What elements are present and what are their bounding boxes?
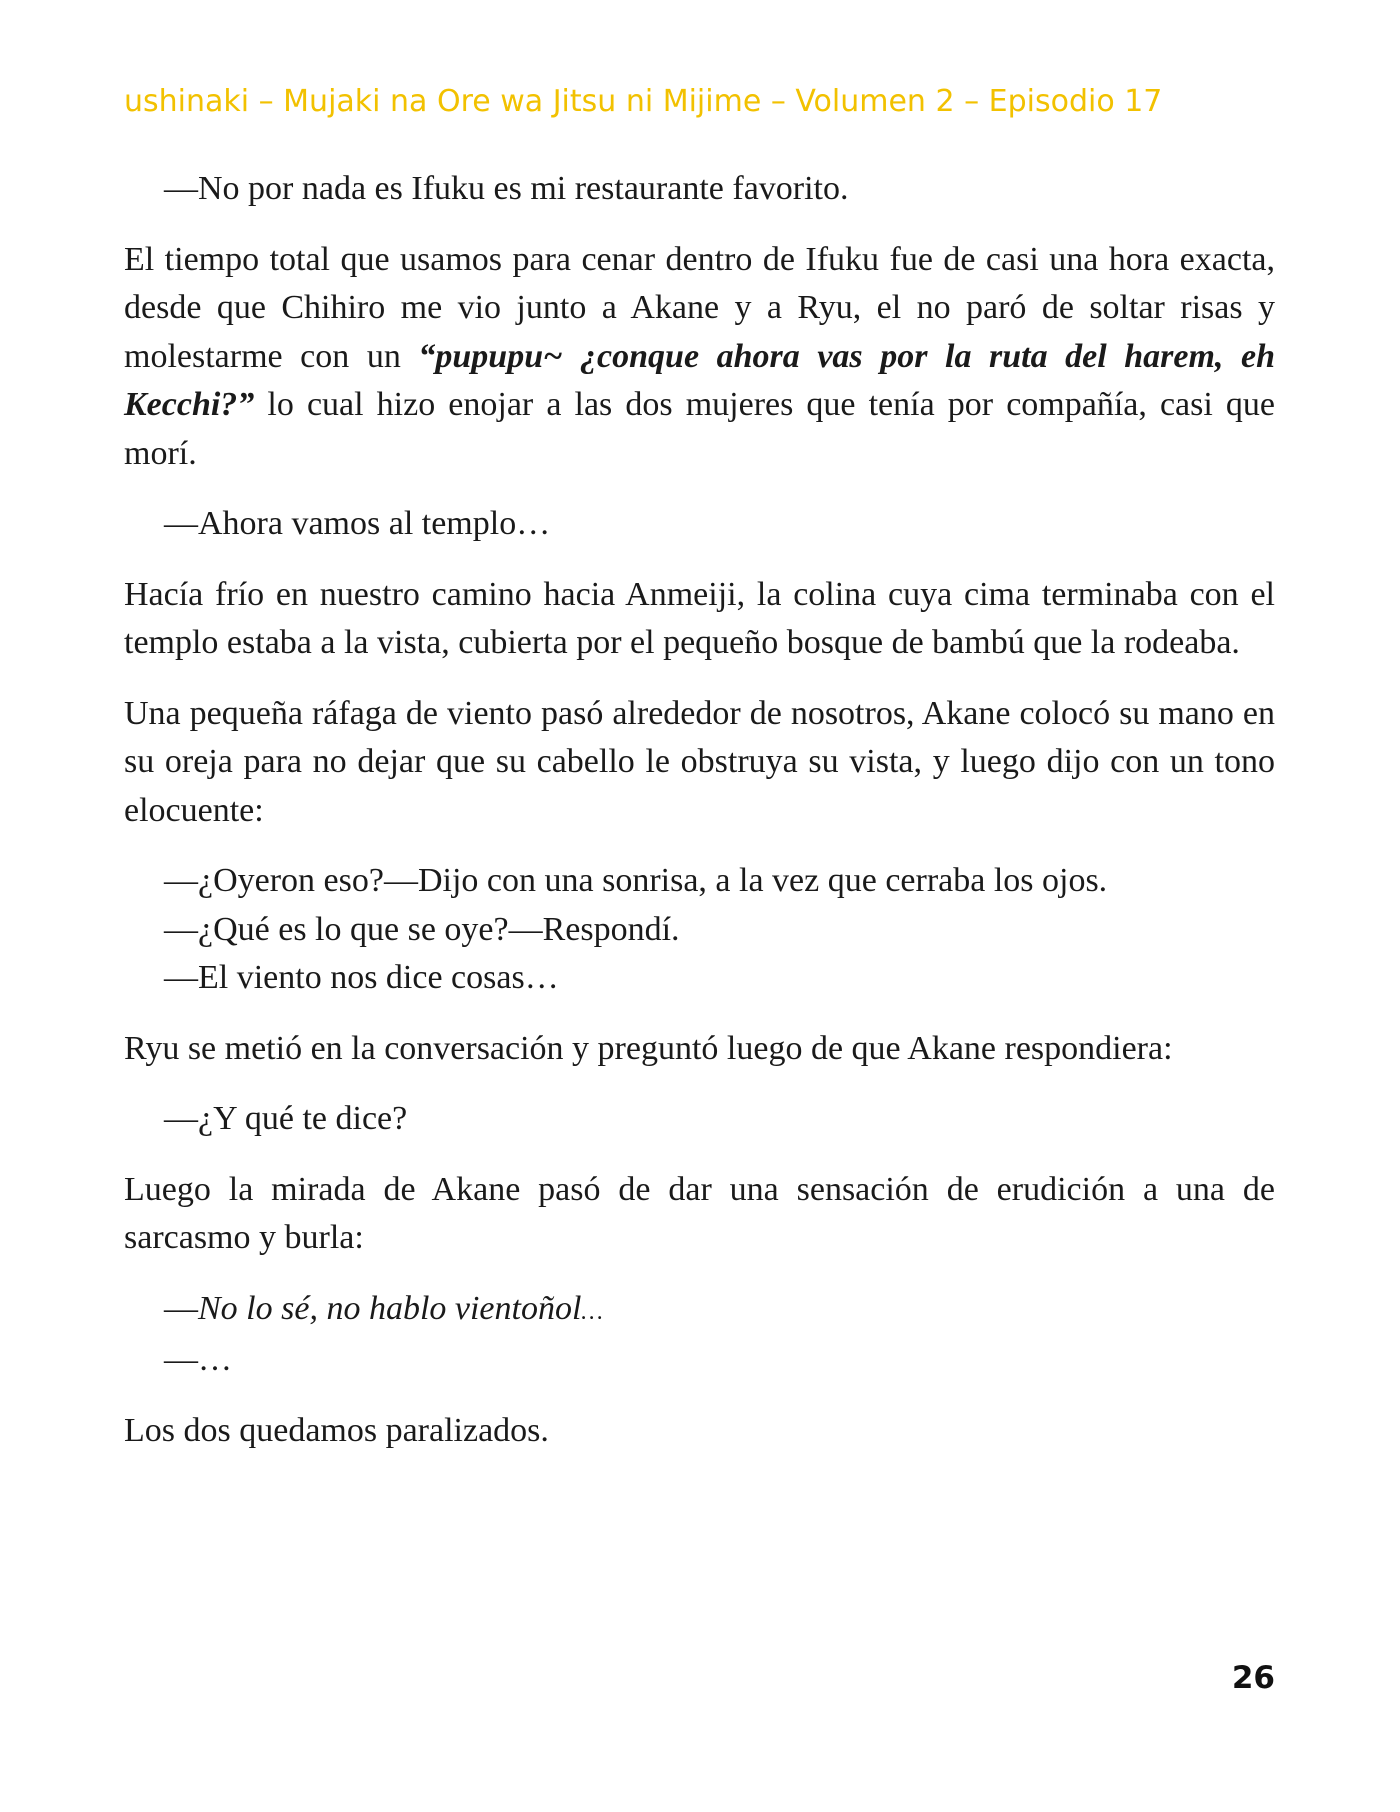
dialogue-group xyxy=(164,857,1275,1003)
paragraph xyxy=(124,236,1275,479)
paragraph-text: lo cual hizo enojar a las dos mujeres que tenía por compañía, casi que morí. xyxy=(124,386,1275,472)
paragraph-text: El tiempo total que usamos para cenar dentro de Ifuku fue de casi una hora exacta, desde que Chihiro me vio junto a Akane y a Ryu, el no paró de soltar risas y molestarme con un xyxy=(124,240,1275,375)
dialogue-group xyxy=(164,1285,1275,1385)
paragraph: Los dos quedamos paralizados. xyxy=(124,1411,549,1449)
dialogue-line: —¿Oyeron eso?—Dijo con una sonrisa, a la vez que cerraba los ojos. xyxy=(164,862,1108,899)
document-page xyxy=(124,0,1275,1812)
dialogue-italic-text: No lo sé, no hablo vientoñol xyxy=(198,1289,582,1327)
dialogue-line xyxy=(164,1285,1275,1337)
paragraph: Una pequeña ráfaga de viento pasó alrededor de nosotros, Akane colocó su mano en su oreja para no dejar que su cabello le obstruya su vista, y luego dijo con un tono elocuente: xyxy=(124,694,1275,829)
page-number: 26 xyxy=(1231,1660,1275,1696)
dialogue-line: —¿Y qué te dice? xyxy=(164,1100,408,1137)
running-header: ushinaki – Mujaki na Ore wa Jitsu ni Mijime – Volumen 2 – Episodio 17 xyxy=(124,84,1163,119)
paragraph: Luego la mirada de Akane pasó de dar una sensación de erudición a una de sarcasmo y burla: xyxy=(124,1170,1275,1256)
dialogue-line: —… xyxy=(164,1341,232,1378)
dialogue-line: —¿Qué es lo que se oye?—Respondí. xyxy=(164,910,680,948)
dialogue-ellipsis: … xyxy=(581,1298,603,1325)
dialogue-line: —No por nada es Ifuku es mi restaurante favorito. xyxy=(164,170,849,207)
paragraph: Ryu se metió en la conversación y preguntó luego de que Akane respondiera: xyxy=(124,1029,1173,1067)
dialogue-dash: — xyxy=(164,1289,198,1327)
dialogue-line: —Ahora vamos al templo… xyxy=(164,505,551,542)
body-text xyxy=(124,165,1275,1477)
paragraph: Hacía frío en nuestro camino hacia Anmeiji, la colina cuya cima terminaba con el templo estaba a la vista, cubierta por el pequeño bosque de bambú que la rodeaba. xyxy=(124,575,1275,661)
dialogue-line: —El viento nos dice cosas… xyxy=(164,959,559,996)
emphasized-quote: “pupupu~ ¿conque ahora vas por la ruta del harem, eh Kecchi?” xyxy=(124,337,1275,423)
